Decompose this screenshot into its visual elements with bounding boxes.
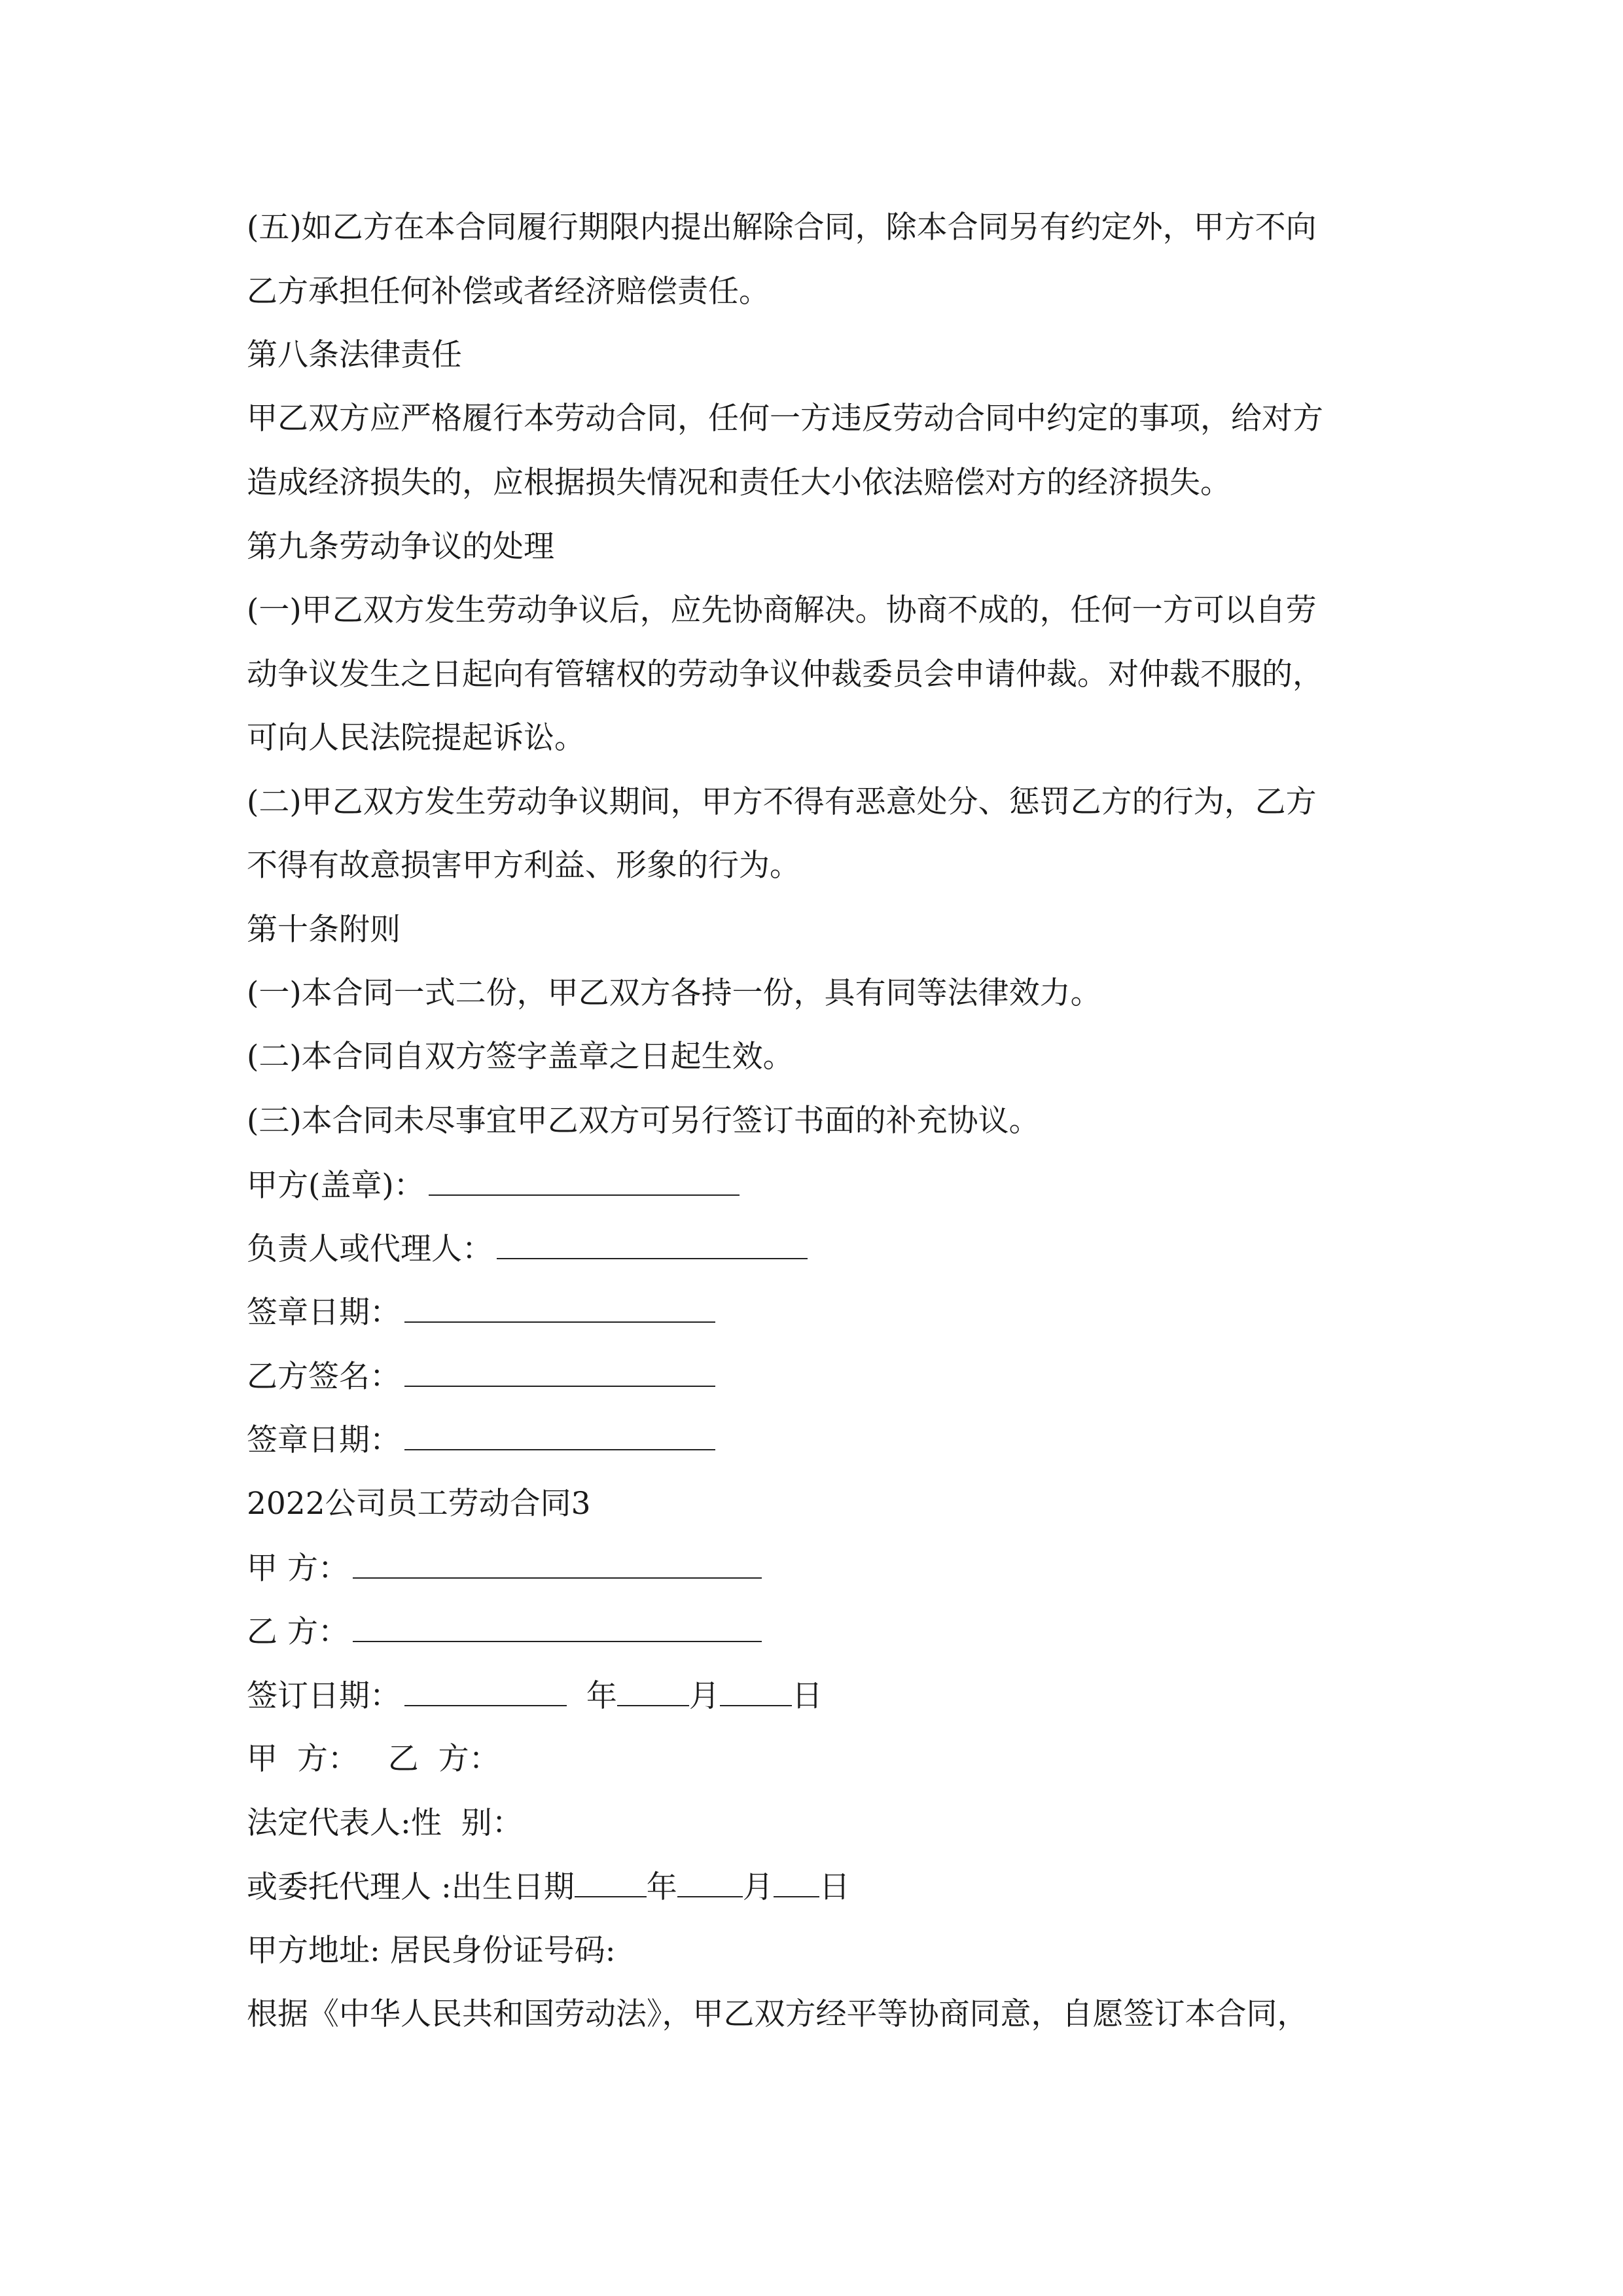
contract-title: 2022公司员工劳动合同3 bbox=[247, 1486, 591, 1522]
seal-date-label: 签章日期： bbox=[247, 1295, 401, 1331]
clause-text: (二)本合同自双方签字盖章之日起生效。 bbox=[247, 1039, 794, 1075]
party-a-field[interactable] bbox=[353, 1549, 762, 1579]
clause-text: 乙方承担任何补偿或者经济赔偿责任。 bbox=[247, 274, 770, 310]
agent-birth-row bbox=[247, 1867, 850, 1907]
party-a-seal-row bbox=[247, 1166, 740, 1206]
address-id-row: 甲方地址: 居民身份证号码: bbox=[247, 1933, 616, 1969]
birth-year-field[interactable] bbox=[575, 1867, 647, 1897]
clause-text: 动争议发生之日起向有管辖权的劳动争议仲裁委员会申请仲裁。对仲裁不服的， bbox=[247, 656, 1323, 692]
year-label: 年 bbox=[586, 1678, 617, 1714]
section-heading: 第九条劳动争议的处理 bbox=[247, 529, 554, 565]
birth-day-label: 日 bbox=[819, 1869, 850, 1905]
clause-text: (二)甲乙双方发生劳动争议期间，甲方不得有恶意处分、惩罚乙方的行为，乙方 bbox=[247, 784, 1317, 820]
birth-day-field[interactable] bbox=[774, 1867, 819, 1897]
clause-text: (一)本合同一式二份，甲乙双方各持一份，具有同等法律效力。 bbox=[247, 975, 1101, 1011]
agent-birth-label: 或委托代理人 :出生日期 bbox=[247, 1869, 575, 1905]
section-heading: 第十条附则 bbox=[247, 912, 401, 948]
seal-date-label-2: 签章日期： bbox=[247, 1422, 401, 1458]
birth-year-label: 年 bbox=[646, 1869, 677, 1905]
party-a-row bbox=[247, 1549, 762, 1588]
representative-row bbox=[247, 1229, 808, 1269]
clause-text: 甲乙双方应严格履行本劳动合同，任何一方违反劳动合同中约定的事项，给对方 bbox=[247, 401, 1323, 437]
party-b-sign-label: 乙方签名： bbox=[247, 1359, 401, 1395]
section-heading: 第八条法律责任 bbox=[247, 337, 462, 373]
party-b-field[interactable] bbox=[353, 1612, 762, 1642]
representative-label: 负责人或代理人： bbox=[247, 1231, 493, 1267]
party-b-sign-field[interactable] bbox=[404, 1357, 715, 1387]
sign-day-field[interactable] bbox=[720, 1676, 792, 1706]
party-b-label: 乙 方： bbox=[247, 1614, 349, 1650]
basis-text: 根据《中华人民共和国劳动法》，甲乙双方经平等协商同意，自愿签订本合同， bbox=[247, 1996, 1308, 2032]
representative-field[interactable] bbox=[497, 1229, 808, 1259]
clause-text: 可向人民法院提起诉讼。 bbox=[247, 720, 585, 756]
seal-date-row-2 bbox=[247, 1420, 715, 1460]
seal-date-field[interactable] bbox=[404, 1293, 715, 1323]
party-b-sign-row bbox=[247, 1357, 715, 1397]
party-a-seal-label: 甲方(盖章)： bbox=[247, 1168, 425, 1204]
seal-date-row bbox=[247, 1293, 715, 1333]
party-a-seal-field[interactable] bbox=[429, 1166, 740, 1196]
clause-text: (一)甲乙双方发生劳动争议后，应先协商解决。协商不成的，任何一方可以自劳 bbox=[247, 592, 1317, 628]
clause-text: 不得有故意损害甲方利益、形象的行为。 bbox=[247, 848, 800, 884]
party-b-row bbox=[247, 1612, 762, 1652]
birth-month-label: 月 bbox=[742, 1869, 774, 1905]
legal-rep-row: 法定代表人:性 别： bbox=[247, 1805, 523, 1841]
sign-date-row bbox=[247, 1676, 823, 1716]
party-a-label: 甲 方： bbox=[247, 1551, 349, 1587]
sign-month-field[interactable] bbox=[617, 1676, 689, 1706]
clause-text: 造成经济损失的，应根据损失情况和责任大小依法赔偿对方的经济损失。 bbox=[247, 465, 1231, 501]
sign-year-field[interactable] bbox=[404, 1676, 567, 1706]
sign-date-label: 签订日期： bbox=[247, 1678, 401, 1714]
day-label: 日 bbox=[791, 1678, 823, 1714]
birth-month-field[interactable] bbox=[677, 1867, 743, 1897]
seal-date-field-2[interactable] bbox=[404, 1420, 715, 1450]
parties-row: 甲 方： 乙 方： bbox=[247, 1741, 500, 1777]
month-label: 月 bbox=[688, 1678, 720, 1714]
clause-text: (三)本合同未尽事宜甲乙双方可另行签订书面的补充协议。 bbox=[247, 1103, 1040, 1139]
clause-text: (五)如乙方在本合同履行期限内提出解除合同，除本合同另有约定外，甲方不向 bbox=[247, 209, 1317, 245]
